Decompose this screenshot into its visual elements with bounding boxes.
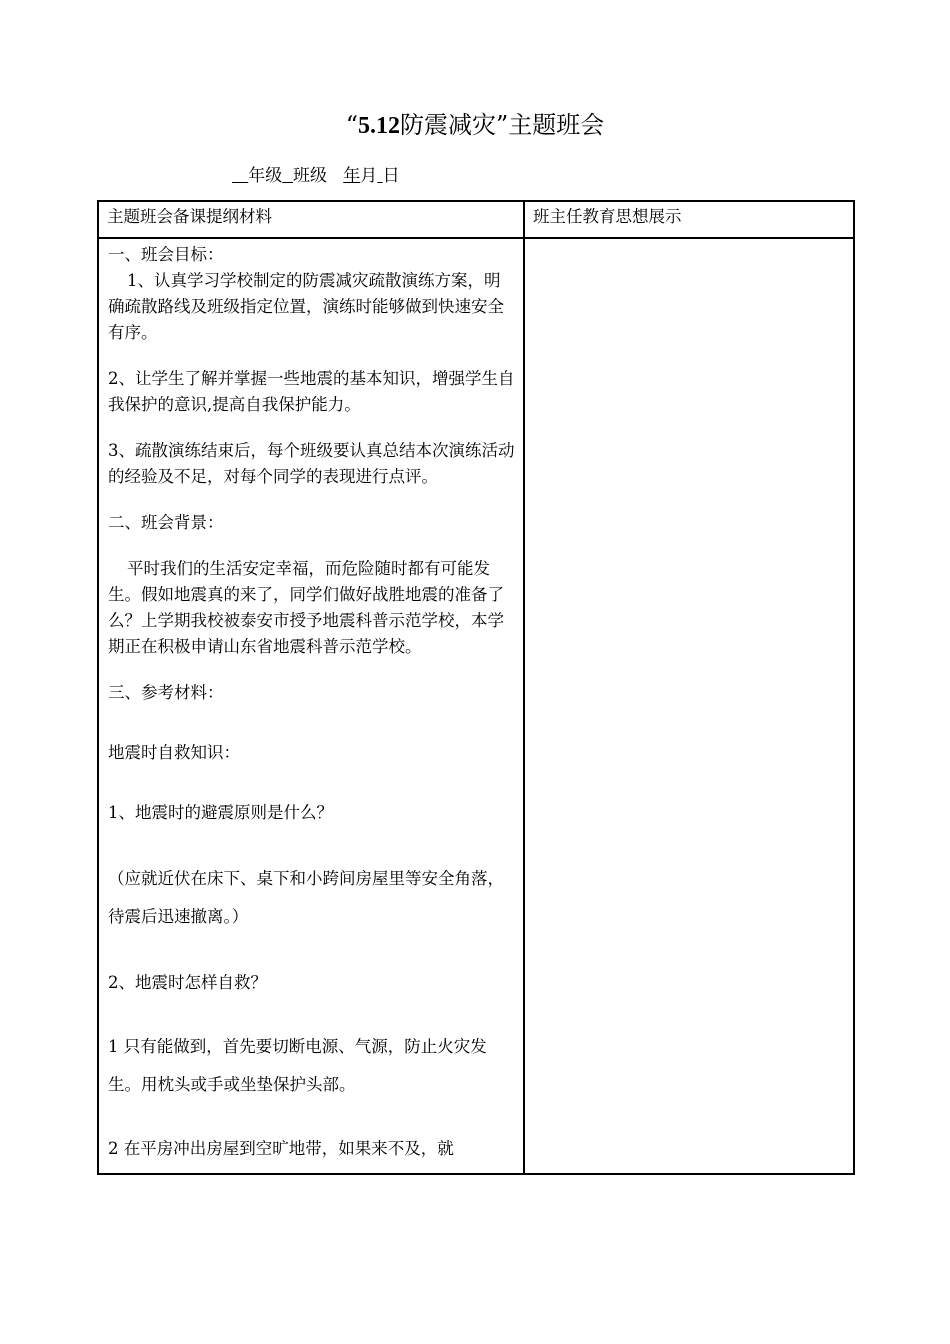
year-label: 年 <box>343 166 361 186</box>
paragraph: 3、疏散演练结束后，每个班级要认真总结本次演练活动的经验及不足，对每个同学的表现进行点评。 <box>108 441 515 486</box>
paragraph: 三、参考材料： <box>108 683 224 702</box>
class-blank[interactable] <box>282 166 293 186</box>
class-label: 班级 <box>293 166 328 186</box>
paragraph: 1、地震时的避震原则是什么？ <box>108 803 333 822</box>
paragraph: 2、让学生了解并掌握一些地震的基本知识，增强学生自我保护的意识,提高自我保护能力。 <box>108 369 515 414</box>
lesson-content <box>108 242 516 1173</box>
paragraph: 平时我们的生活安定幸福，而危险随时都有可能发生。假如地震真的来了，同学们做好战胜地震的准备了么？上学期我校被泰安市授予地震科普示范学校，本学期正在积极申请山东省地震科普示范学校。 <box>108 559 504 656</box>
header-left: 主题班会备课提纲材料 <box>107 207 272 226</box>
paragraph: 2、地震时怎样自救？ <box>108 973 267 992</box>
title-number: 5.12 <box>358 113 400 139</box>
date-class-line <box>232 163 400 189</box>
paragraph: 1、认真学习学校制定的防震减灾疏散演练方案，明确疏散路线及班级指定位置，演练时能够做到快速安全有序。 <box>108 271 504 342</box>
page-title <box>0 108 950 143</box>
grade-blank[interactable] <box>232 166 248 186</box>
paragraph: （应就近伏在床下、桌下和小跨间房屋里等安全角落，待震后迅速撤离。） <box>108 869 504 926</box>
paragraph: 2 在平房冲出房屋到空旷地带，如果来不及，就 <box>108 1139 454 1158</box>
month-label: 月 <box>360 166 378 186</box>
paragraph: 1 只有能做到，首先要切断电源、气源，防止火灾发生。用枕头或手或坐垫保护头部。 <box>108 1037 487 1094</box>
title-open-quote: “ <box>345 111 358 139</box>
lesson-plan-table <box>97 200 855 1175</box>
header-right: 班主任教育思想展示 <box>533 207 682 226</box>
header-divider <box>99 237 853 239</box>
title-text: 防震减灾”主题班会 <box>400 111 605 139</box>
paragraph: 一、班会目标： <box>108 245 224 264</box>
paragraph: 地震时自救知识： <box>108 743 240 762</box>
day-label: 日 <box>382 166 400 186</box>
grade-label: 年级 <box>248 166 283 186</box>
paragraph: 二、班会背景： <box>108 513 224 532</box>
column-divider <box>523 202 525 1173</box>
